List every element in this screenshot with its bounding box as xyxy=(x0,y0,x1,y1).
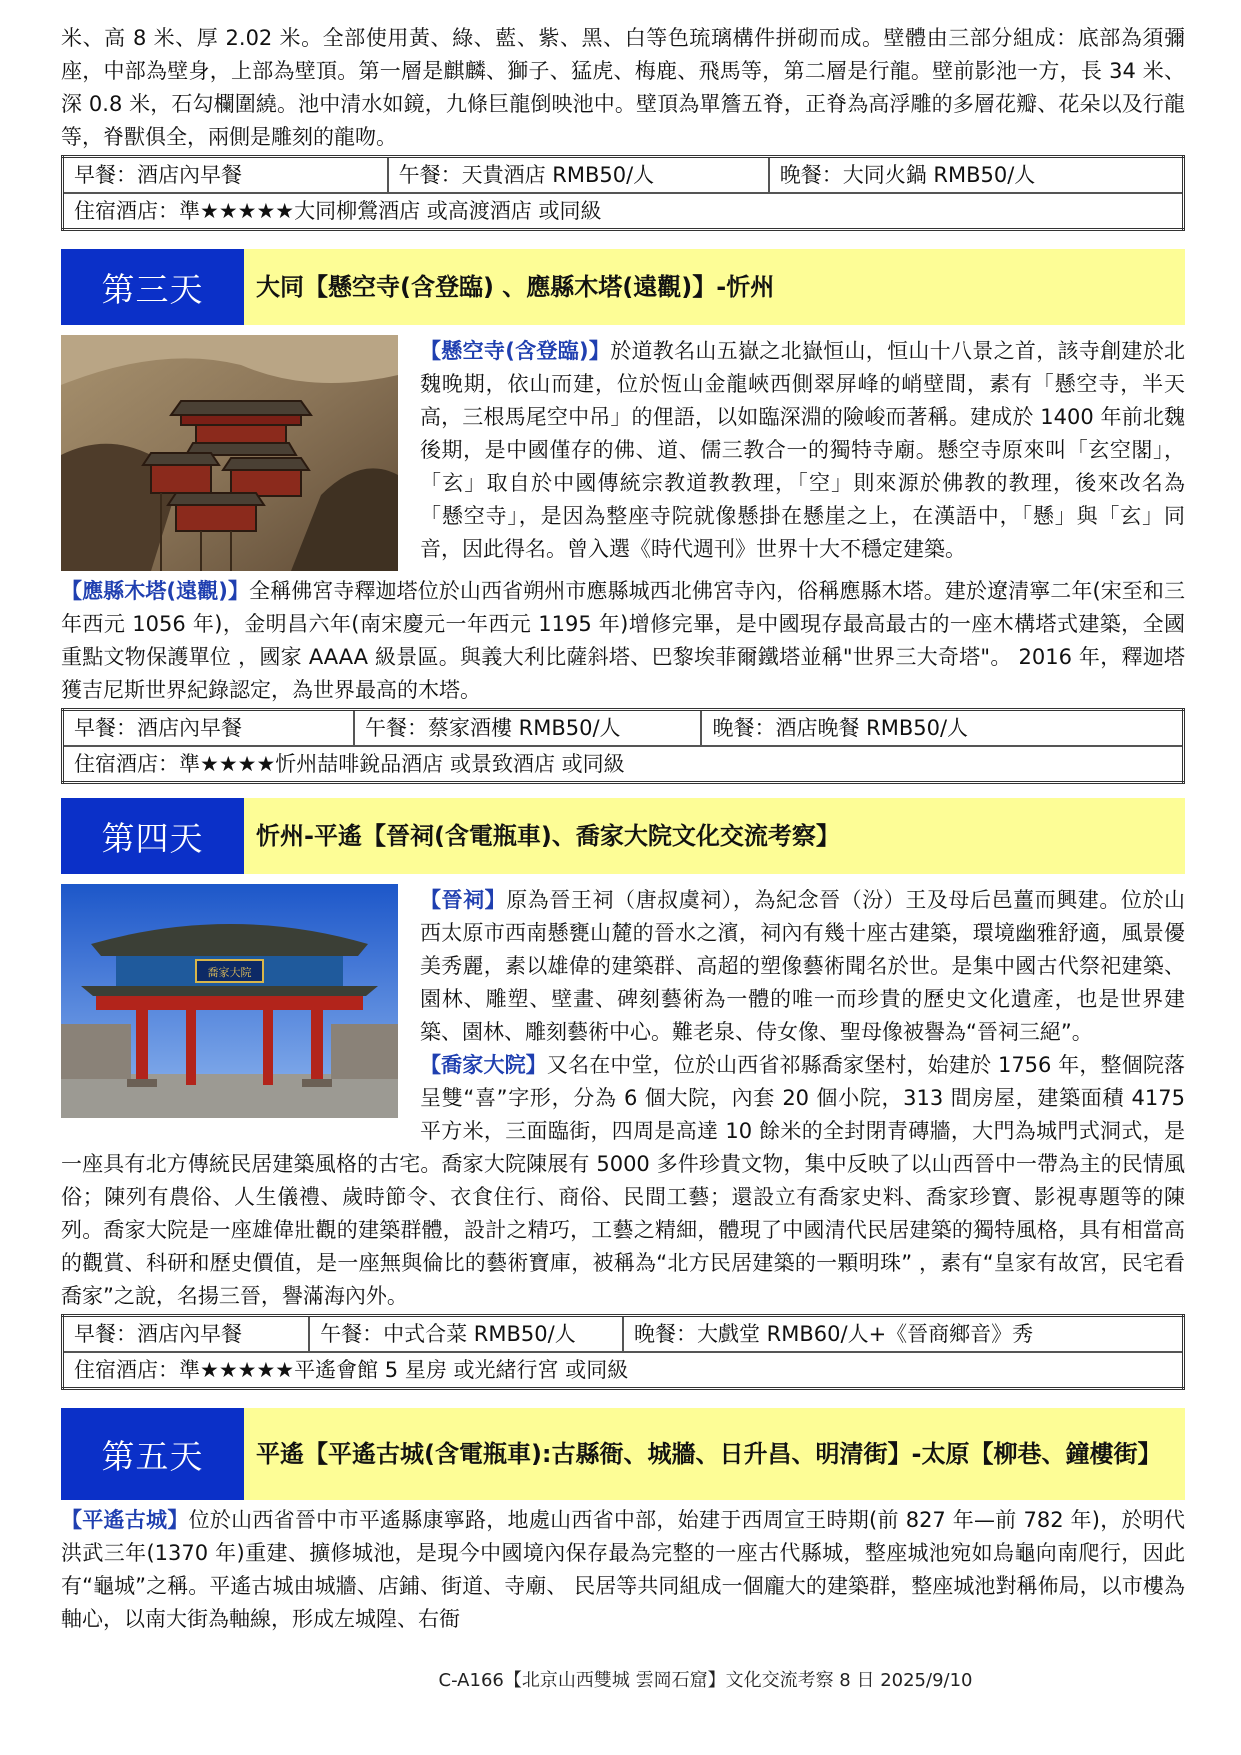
wooden-pagoda-keyword: 【應縣木塔(遠觀)】 xyxy=(61,579,250,603)
day4-title: 忻州-平遙【晉祠(含電瓶車)、喬家大院文化交流考察】 xyxy=(256,822,840,850)
meal-table-day3 xyxy=(61,708,1185,784)
jinci-text: 原為晉王祠（唐叔虞祠），為紀念晉（汾）王及母后邑薑而興建。位於山西太原市西南懸甕山麓的晉水之濱，祠內有幾十座古建築，環境幽雅舒適，風景優美秀麗，素以雄偉的建築群、高超的塑像藝術聞名於世。是集中國古代祭祀建築、園林、雕塑、壁畫、碑刻藝術為一體的唯一而珍貴的歷史文化遺產，也是世界建築、園林、雕刻藝術中心。難老泉、侍女像、聖母像被譽為“晉祠三絕”。 xyxy=(420,888,1186,1044)
qiao-family-text: 又名在中堂，位於山西省祁縣喬家堡村，始建於 1756 年，整個院落呈雙“喜”字形，分為 6 個大院，內套 20 個小院，313 間房屋，建築面積 4175 平方米，三面臨街，四周是高達 10 餘米的全封閉青磚牆，大門為城門式洞式，是一座具有北方傳統民居建築風格的古宅。喬家大院陳展有 5000 多件珍貴文物，集中反映了以山西晉中一帶為主的民情風俗；陳列有農俗、人生儀禮、歲時節令、衣食住行、商俗、民間工藝；還設立有喬家史料、喬家珍寶、影視專題等的陳列。喬家大院是一座雄偉壯觀的建築群體，設計之精巧，工藝之精細，體現了中國清代民居建築的獨特風格，具有相當高的觀賞、科研和歷史價值，是一座無與倫比的藝術寶庫，被稱為“北方民居建築的一顆明珠” ，素有“皇家有故宮，民宅看喬家”之說，名揚三晉，譽滿海內外。 xyxy=(61,1053,1185,1308)
day4-label: 第四天 xyxy=(61,798,244,874)
breakfast-cell: 早餐：酒店內早餐 xyxy=(63,1316,310,1353)
itinerary-page xyxy=(61,22,1185,1636)
hanging-temple-text: 於道教名山五嶽之北嶽恒山，恒山十八景之首，該寺創建於北魏晚期，依山而建，位於恆山金龍峽西側翠屏峰的峭壁間，素有「懸空寺，半天高，三根馬尾空中吊」的俚語，以如臨深淵的險峻而著稱。建成於 1400 年前北魏後期，是中國僅存的佛、道、儒三教合一的獨特寺廟。懸空寺原來叫「玄空閣」，「玄」取自於中國傳統宗教道教教理，「空」則來源於佛教的教理，後來改名為「懸空寺」，是因為整座寺院就像懸掛在懸崖之上，在漢語中，「懸」與「玄」同音，因此得名。曾入選《時代週刊》世界十大不穩定建築。 xyxy=(420,339,1185,561)
lunch-cell: 午餐：天貴酒店 RMB50/人 xyxy=(388,157,769,194)
dinner-cell: 晚餐：大戲堂 RMB60/人+《晉商鄉音》秀 xyxy=(623,1316,1184,1353)
day3-title: 大同【懸空寺(含登臨) 、應縣木塔(遠觀)】-忻州 xyxy=(256,273,775,301)
meal-table-day2 xyxy=(61,155,1185,231)
hanging-temple-keyword: 【懸空寺(含登臨)】 xyxy=(420,339,611,363)
hotel-cell: 住宿酒店：準★★★★忻州喆啡銳品酒店 或景致酒店 或同級 xyxy=(63,746,1184,783)
intro-paragraph: 米、高 8 米、厚 2.02 米。全部使用黃、綠、藍、紫、黑、白等色琉璃構件拼砌而成。壁體由三部分組成：底部為須彌座，中部為壁身，上部為壁頂。第一層是麒麟、獅子、猛虎、梅鹿、飛馬等，第二層是行龍。壁前影池一方，長 34 米、深 0.8 米，石勾欄圍繞。池中清水如鏡，九條巨龍倒映池中。壁頂為單簷五脊，正脊為高浮雕的多層花瓣、花朵以及行龍等，脊獸俱全，兩側是雕刻的龍吻。 xyxy=(61,26,1185,149)
day4-content xyxy=(61,884,1185,1313)
hotel-cell: 住宿酒店：準★★★★★大同柳鶯酒店 或高渡酒店 或同級 xyxy=(63,193,1184,230)
qiao-family-keyword: 【喬家大院】 xyxy=(420,1053,547,1077)
day3-content xyxy=(61,335,1185,707)
day3-label: 第三天 xyxy=(61,249,244,325)
wooden-pagoda-text: 全稱佛宮寺釋迦塔位於山西省朔州市應縣城西北佛宮寺內，俗稱應縣木塔。建於遼清寧二年(宋至和三年西元 1056 年)，金明昌六年(南宋慶元一年西元 1195 年)增修完畢，是中國現存最高最古的一座木構塔式建築，全國重點文物保護單位 ，國家 AAAA 級景區。與義大利比薩斜塔、巴黎埃菲爾鐵塔並稱"世界三大奇塔"。 2016 年，釋迦塔獲吉尼斯世界紀錄認定，為世界最高的木塔。 xyxy=(61,579,1185,702)
day5-title: 平遙【平遙古城(含電瓶車):古縣衙、城牆、日升昌、明清街】-太原【柳巷、鐘樓街】 xyxy=(256,1440,1162,1468)
page-footer: C-A166【北京山西雙城 雲岡石窟】文化交流考察 8 日 2025/9/10 xyxy=(438,1670,973,1691)
pingyao-keyword: 【平遙古城】 xyxy=(61,1508,189,1532)
hotel-cell: 住宿酒店：準★★★★★平遙會館 5 星房 或光緒行宮 或同級 xyxy=(63,1352,1184,1389)
lunch-cell: 午餐：蔡家酒樓 RMB50/人 xyxy=(354,710,702,747)
breakfast-cell: 早餐：酒店內早餐 xyxy=(63,710,354,747)
day3-header xyxy=(61,249,1185,325)
jinci-keyword: 【晉祠】 xyxy=(420,888,507,912)
breakfast-cell: 早餐：酒店內早餐 xyxy=(63,157,388,194)
dinner-cell: 晚餐：酒店晚餐 RMB50/人 xyxy=(701,710,1183,747)
dinner-cell: 晚餐：大同火鍋 RMB50/人 xyxy=(769,157,1184,194)
meal-table-day4 xyxy=(61,1314,1185,1390)
hanging-temple-image xyxy=(61,335,398,571)
day5-header xyxy=(61,1408,1185,1500)
day5-label: 第五天 xyxy=(61,1408,244,1500)
gate-sign-text: 喬家大院 xyxy=(207,966,252,979)
lunch-cell: 午餐：中式合菜 RMB50/人 xyxy=(309,1316,623,1353)
pingyao-text: 位於山西省晉中市平遙縣康寧路，地處山西省中部，始建于西周宣王時期(前 827 年—前 782 年)，於明代洪武三年(1370 年)重建、擴修城池，是現今中國境內保存最為完整的一座古代縣城，整座城池宛如烏龜向南爬行，因此有“龜城”之稱。平遙古城由城牆、店鋪、街道、寺廟、 民居等共同組成一個龐大的建築群，整座城池對稱佈局，以市樓為軸心，以南大街為軸線，形成左城隍、右衙 xyxy=(61,1508,1186,1631)
day4-header xyxy=(61,798,1185,874)
qiao-family-gate-image xyxy=(61,884,398,1118)
